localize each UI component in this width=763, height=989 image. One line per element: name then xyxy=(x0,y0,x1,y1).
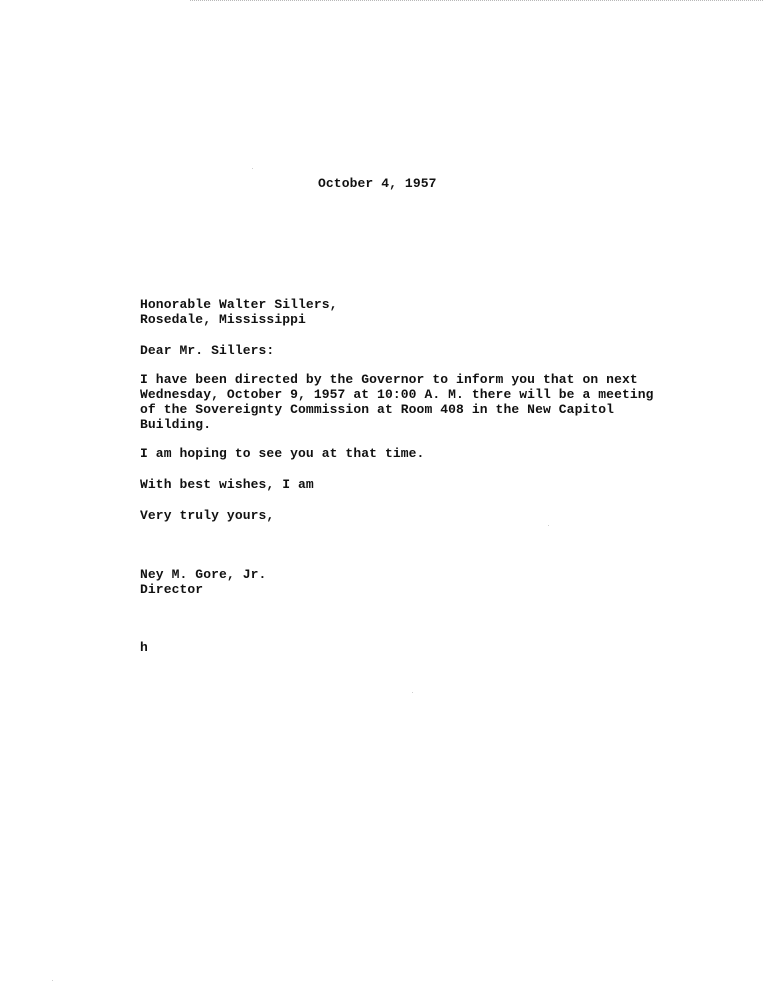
recipient-address xyxy=(140,297,338,327)
second-paragraph: I am hoping to see you at that time. xyxy=(140,446,425,461)
salutation: Dear Mr. Sillers: xyxy=(140,343,275,358)
signer-title: Director xyxy=(140,582,204,597)
recipient-name: Honorable Walter Sillers, xyxy=(140,297,338,312)
paper-speck xyxy=(252,168,253,169)
closing-line: With best wishes, I am xyxy=(140,477,314,492)
paper-speck xyxy=(52,980,53,981)
letter-date: October 4, 1957 xyxy=(318,176,437,191)
page-top-edge xyxy=(190,0,763,1)
typist-initials: h xyxy=(140,640,148,655)
body-line: Building. xyxy=(140,417,212,432)
recipient-location: Rosedale, Mississippi xyxy=(140,312,306,327)
body-line: Wednesday, October 9, 1957 at 10:00 A. M. there will be a meeting xyxy=(140,387,654,402)
body-paragraph xyxy=(140,372,654,432)
body-line: I have been directed by the Governor to inform you that on next xyxy=(140,372,638,387)
paper-speck xyxy=(412,692,413,693)
body-line: of the Sovereignty Commission at Room 408 in the New Capitol xyxy=(140,402,615,417)
signer-name: Ney M. Gore, Jr. xyxy=(140,567,267,582)
paper-speck xyxy=(548,525,549,526)
valediction: Very truly yours, xyxy=(140,508,275,523)
signature-block xyxy=(140,567,266,597)
